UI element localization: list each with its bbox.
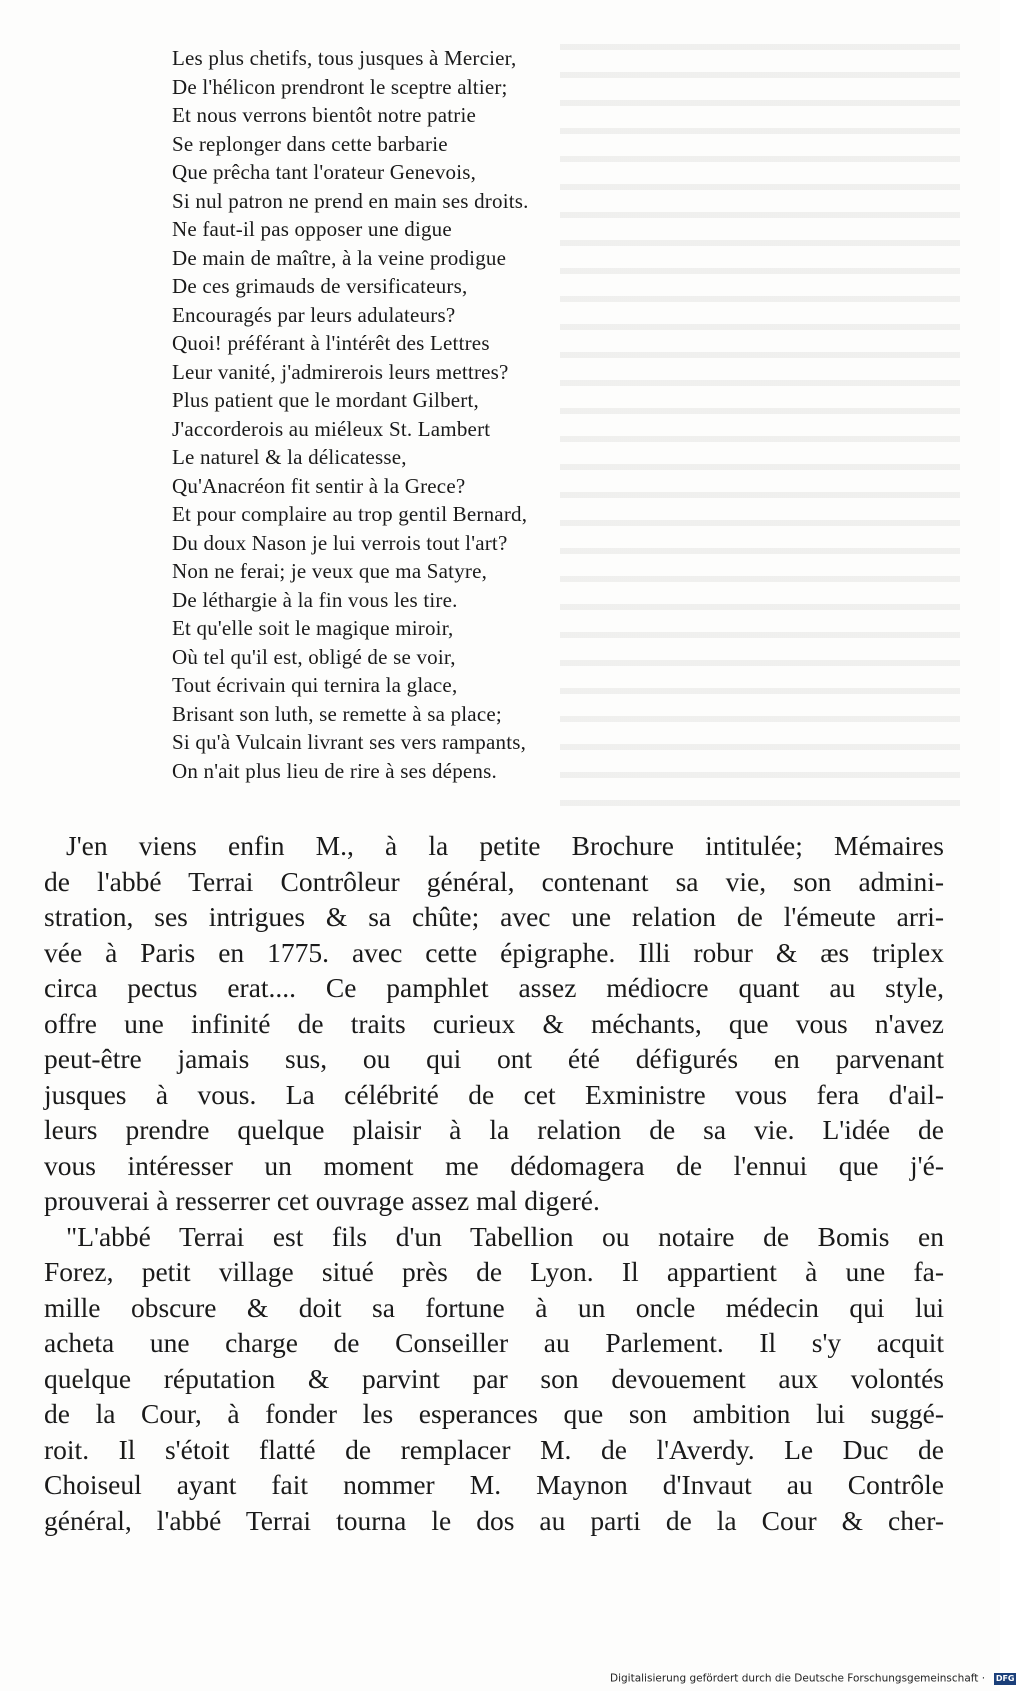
prose-line: général, l'abbé Terrai tourna le dos au parti de la Cour & cher-	[44, 1504, 944, 1536]
verse-line: Brisant son luth, se remette à sa place;	[172, 701, 502, 726]
prose-line: vous intéresser un moment me dédomagera de l'ennui que j'é-	[44, 1149, 944, 1181]
prose-line: "L'abbé Terrai est fils d'un Tabellion ou notaire de Bomis en	[66, 1220, 944, 1252]
prose-line: quelque réputation & parvint par son devouement aux volontés	[44, 1362, 944, 1394]
prose-line: vée à Paris en 1775. avec cette épigraphe. Illi robur & æs triplex	[44, 936, 944, 968]
verse-line: Non ne ferai; je veux que ma Satyre,	[172, 559, 488, 583]
dfg-logo-icon: DFG	[995, 1673, 1015, 1683]
verse-line: Et qu'elle soit le magique miroir,	[172, 616, 454, 640]
prose-line: peut-être jamais sus, ou qui ont été défigurés en parvenant	[44, 1043, 944, 1074]
prose-line: stration, ses intrigues & sa chûte; avec une relation de l'émeute arri-	[44, 901, 944, 932]
prose-line: Forez, petit village situé près de Lyon. Il appartient à une fa-	[44, 1256, 944, 1287]
verse-line: Et nous verrons bientôt notre patrie	[172, 103, 477, 127]
prose-line: prouverai à resserrer cet ouvrage assez mal digeré.	[44, 1185, 600, 1216]
digitization-footer	[610, 1668, 1015, 1686]
verse-line: Si qu'à Vulcain livrant ses vers rampants,	[172, 730, 527, 754]
verse-line: Plus patient que le mordant Gilbert,	[172, 388, 479, 412]
prose-line: leurs prendre quelque plaisir à la relation de sa vie. L'idée de	[44, 1114, 944, 1145]
verse-line: Les plus chetifs, tous jusques à Mercier,	[172, 46, 517, 70]
verse-line: Tout écrivain qui ternira la glace,	[172, 673, 458, 697]
verse-line: Encouragés par leurs adulateurs?	[172, 302, 456, 327]
verse-line: Que prêcha tant l'orateur Genevois,	[172, 160, 477, 184]
prose-line: roit. Il s'étoit flatté de remplacer M. de l'Averdy. Le Duc de	[44, 1433, 944, 1465]
verse-line: Se replonger dans cette barbarie	[172, 131, 448, 156]
footer-credit-text: Digitalisierung gefördert durch die Deutsche Forschungsgemeinschaft ·	[610, 1672, 986, 1685]
prose-line: circa pectus erat.... Ce pamphlet assez médiocre quant au style,	[44, 972, 944, 1003]
verse-line: Le naturel & la délicatesse,	[172, 445, 407, 469]
verse-line: Qu'Anacréon fit sentir à la Grece?	[172, 473, 466, 498]
prose-line: mille obscure & doit sa fortune à un oncle médecin qui lui	[44, 1291, 944, 1323]
prose-line: de l'abbé Terrai Contrôleur général, contenant sa vie, son admini-	[44, 865, 944, 897]
verse-line: Si nul patron ne prend en main ses droits.	[172, 188, 529, 213]
prose-line: offre une infinité de traits curieux & méchants, que vous n'avez	[44, 1007, 944, 1039]
verse-line: De l'hélicon prendront le sceptre altier;	[172, 74, 508, 99]
prose-line: jusques à vous. La célébrité de cet Exministre vous fera d'ail-	[44, 1078, 944, 1110]
prose-line: J'en viens enfin M., à la petite Brochure intitulée; Mémaires	[66, 830, 944, 861]
prose-line: Choiseul ayant fait nommer M. Maynon d'Invaut au Contrôle	[44, 1469, 944, 1500]
verse-line: Où tel qu'il est, obligé de se voir,	[172, 644, 456, 669]
verse-block	[172, 44, 692, 785]
verse-line: Et pour complaire au trop gentil Bernard,	[172, 502, 528, 526]
verse-line: On n'ait plus lieu de rire à ses dépens.	[172, 758, 497, 783]
verse-line: Du doux Nason je lui verrois tout l'art?	[172, 530, 508, 555]
verse-line: De léthargie à la fin vous les tire.	[172, 587, 458, 612]
verse-line: Leur vanité, j'admirerois leurs mettres?	[172, 359, 509, 384]
verse-line: J'accorderois au miéleux St. Lambert	[172, 416, 491, 441]
prose-line: acheta une charge de Conseiller au Parlement. Il s'y acquit	[44, 1327, 944, 1358]
verse-line: Ne faut-il pas opposer une digue	[172, 217, 452, 241]
verse-line: De ces grimauds de versificateurs,	[172, 274, 468, 298]
prose-block	[44, 828, 944, 1538]
prose-line: de la Cour, à fonder les esperances que son ambition lui suggé-	[44, 1398, 944, 1429]
verse-line: Quoi! préférant à l'intérêt des Lettres	[172, 331, 490, 355]
verse-line: De main de maître, à la veine prodigue	[172, 245, 507, 270]
